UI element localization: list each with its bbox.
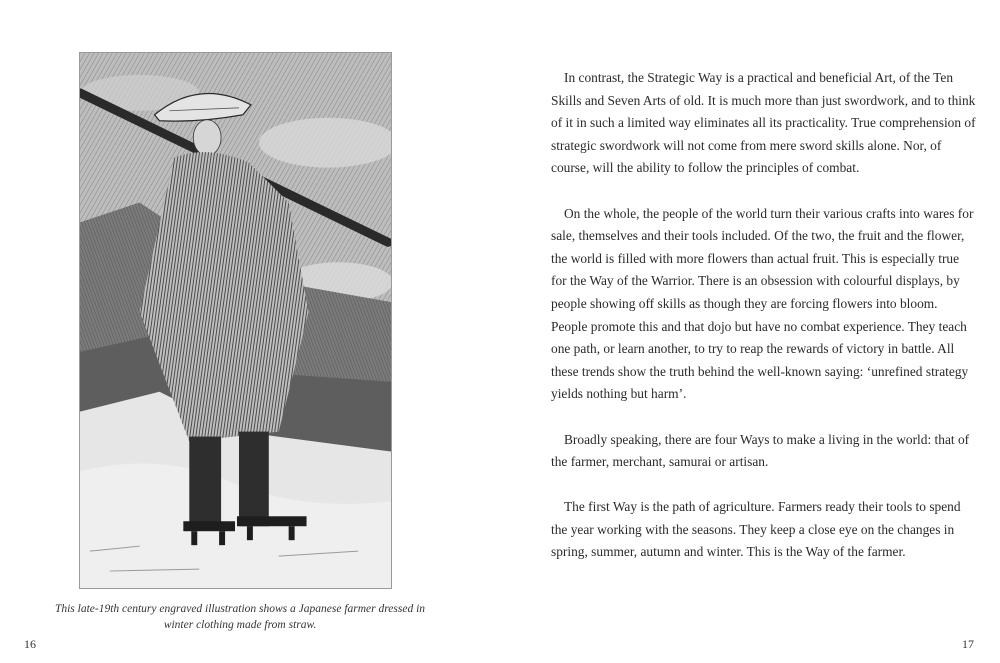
paragraph-1: In contrast, the Strategic Way is a practical and beneficial Art, of the Ten Skills and Seven Arts of old. It is much more than just swordwork, and to think of it in such a limited way eliminates all its practicality. True comprehension of strategic swordwork will not come from mere sword skills alone. Nor, of course, will the ability to follow the principles of combat. — [551, 70, 976, 176]
right-page — [500, 0, 1000, 663]
illustration-caption — [20, 601, 460, 633]
body-text — [551, 67, 976, 587]
paragraph-4: The first Way is the path of agriculture. Farmers ready their tools to spend the year working with the seasons. They keep a close eye on the changes in spring, summer, autumn and winter. This is the Way of the farmer. — [551, 499, 961, 560]
farmer-engraving-image — [80, 53, 391, 588]
caption-line-1: This late-19th century engraved illustration shows a Japanese farmer dressed in — [54, 603, 426, 615]
paragraph-3: Broadly speaking, there are four Ways to make a living in the world: that of the farmer, merchant, samurai or artisan. — [551, 431, 970, 470]
engraving-illustration — [79, 52, 392, 589]
page-number-right: 17 — [962, 637, 974, 651]
caption-line-2: winter clothing made from straw. — [163, 619, 317, 631]
paragraph-2: On the whole, the people of the world turn their various crafts into wares for sale, themselves and their tools included. Of the two, the fruit and the flower, the world is filled with more flowers than actual fruit. This is especially true for the Way of the Warrior. There is an obsession with colourful displays, by people showing off skills as though they are forcing flowers into bloom. People promote this and that dojo but have no combat experience. They teach one path, or learn another, to try to reap the rewards of victory in battle. All these trends show the truth behind the well-known saying: ‘unrefined strategy yields nothing but harm’. — [551, 205, 974, 402]
page-number-left: 16 — [24, 637, 36, 651]
